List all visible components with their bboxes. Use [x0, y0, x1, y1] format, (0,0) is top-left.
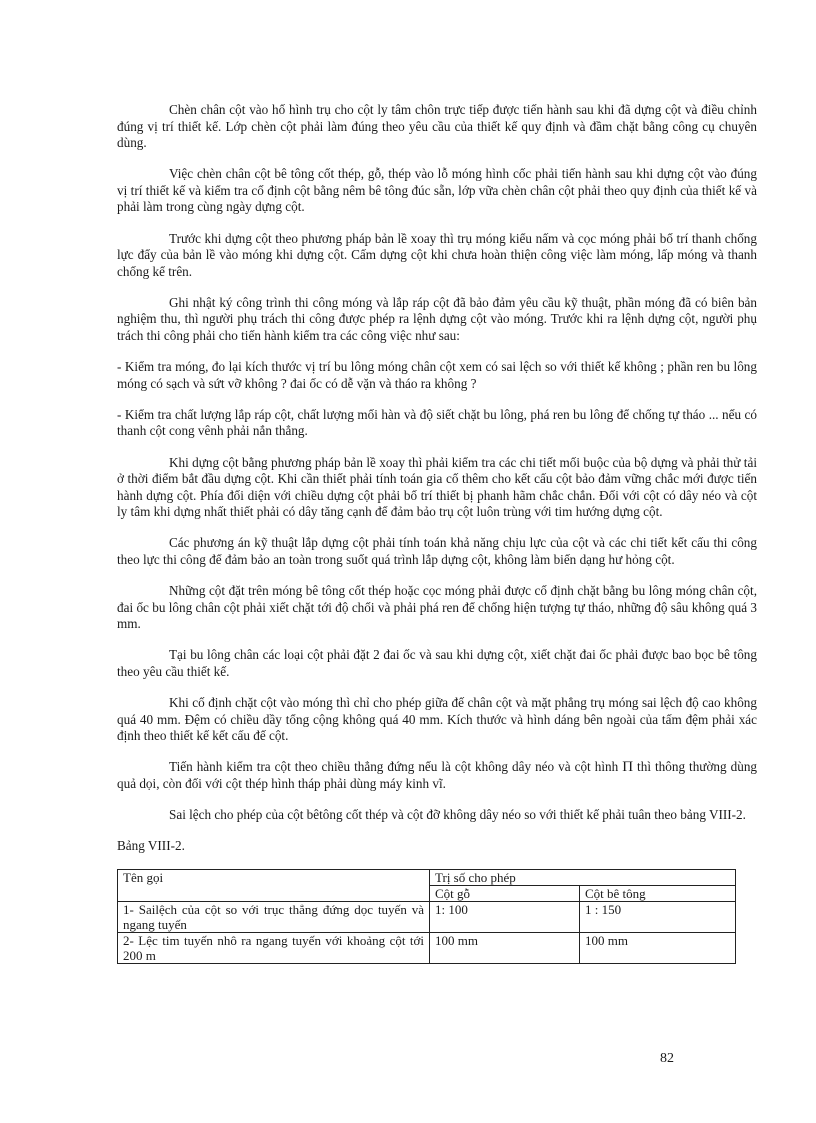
paragraph-11: Khi cố định chặt cột vào móng thì chỉ cho phép giữa đế chân cột và mặt phẳng trụ móng sai lệch độ cao không quá 40 mm. Đệm có chiều dầy tổng cộng không quá 40 mm. Kích thước và hình dáng bên ngoài của tấm đệm phải xác định theo thiết kế kết cấu đế cột. — [117, 695, 757, 744]
table-row — [118, 933, 736, 964]
paragraph-6: - Kiểm tra chất lượng lắp ráp cột, chất lượng mối hàn và độ siết chặt bu lông, phá ren bu lông để chống tự tháo ... nếu có thanh cột cong vênh phải nắn thẳng. — [117, 406, 757, 439]
paragraph-4: Ghi nhật ký công trình thi công móng và lắp ráp cột đã bảo đảm yêu cầu kỹ thuật, phần móng đã có biên bản nghiệm thu, thì người phụ trách thi công được phép ra lệnh dựng cột vào móng. Trước khi ra lệnh dựng cột, người phụ trách thi công phải cho tiến hành kiểm tra các công việc như sau: — [117, 294, 757, 344]
paragraph-10: Tại bu lông chân các loại cột phải đặt 2 đai ốc và sau khi dựng cột, xiết chặt đai ốc phải được bao bọc bê tông theo yêu cầu thiết kế. — [117, 647, 757, 679]
paragraph-12-start: Tiến hành kiểm tra cột theo chiều thẳng đứng nếu là cột không dây néo và cột hình — [169, 759, 623, 775]
paragraph-5: - Kiểm tra móng, đo lại kích thước vị trí bu lông móng chân cột xem có sai lệch so với thiết kế không ; phần ren bu lông móng có sạch và sứt vỡ không ? đai ốc có dễ vặn và tháo ra không ? — [117, 359, 757, 391]
paragraph-8: Các phương án kỹ thuật lắp dựng cột phải tính toán khả năng chịu lực của cột và các chi tiết kết cấu thi công theo lực thi công để đảm bảo an toàn trong suốt quá trình lắp dựng cột, không làm biến dạng hư hỏng cột. — [117, 535, 757, 567]
header-concrete: Cột bê tông — [580, 886, 736, 902]
table-caption: Bảng VIII-2. — [117, 838, 185, 854]
row-wood: 1: 100 — [430, 902, 580, 933]
paragraph-1: Chèn chân cột vào hố hình trụ cho cột ly tâm chôn trực tiếp được tiến hành sau khi đã dựng cột và điều chỉnh đúng vị trí thiết kế. Lớp chèn cột phải làm đúng theo yêu cầu của thiết kế quy định và đầm chặt bằng công cụ chuyên dùng. — [117, 102, 757, 151]
header-value: Trị số cho phép — [430, 870, 736, 886]
row-name: 2- Lệc tim tuyến nhô ra ngang tuyến với khoảng cột tới 200 m — [118, 933, 430, 964]
header-name: Tên gọi — [118, 870, 430, 902]
row-name: 1- Sailệch của cột so với trục thẳng đứng dọc tuyến và ngang tuyến — [118, 902, 430, 933]
table-header-row — [118, 870, 736, 886]
header-wood: Cột gỗ — [430, 886, 580, 902]
pi-symbol: Π — [622, 759, 634, 776]
paragraph-7: Khi dựng cột bằng phương pháp bản lề xoay thì phải kiểm tra các chi tiết mối buộc của bộ dựng và phải thử tải ở thời điểm bắt đầu dựng cột. Khi cần thiết phải tính toán gia cố thêm cho kết cấu cột bảo đảm vững chắc mới được tiến hành dựng cột. Phía đối diện với chiều dựng cột phải bố trí thiết bị phanh hãm chắc chắn. Đối với cột có dây néo và cột ly tâm khi dựng nhất thiết phải có dây tăng cạnh để đảm bảo trụ cột luôn trùng với tim hướng dựng cột. — [117, 454, 757, 520]
paragraph-13: Sai lệch cho phép của cột bêtông cốt thép và cột đỡ không dây néo so với thiết kế phải tuân theo bảng VIII-2. — [169, 807, 746, 822]
paragraph-12-end: thì thông thường dùng quả dọi, còn đối với cột thép hình tháp phải dùng máy kinh vĩ. — [117, 759, 758, 791]
table-row — [118, 902, 736, 933]
paragraph-12 — [117, 759, 757, 792]
body-text — [117, 102, 757, 964]
row-wood: 100 mm — [430, 933, 580, 964]
page-number: 82 — [660, 1051, 674, 1066]
row-concrete: 100 mm — [580, 933, 736, 964]
paragraph-9: Những cột đặt trên móng bê tông cốt thép hoặc cọc móng phải được cố định chặt bằng bu lông móng chân cột, đai ốc bu lông chân cột phải xiết chặt tới độ chối và phải phá ren để chống hiện tượng tự tháo, những độ sâu không quá 3 mm. — [117, 583, 757, 632]
row-concrete: 1 : 150 — [580, 902, 736, 933]
paragraph-2: Việc chèn chân cột bê tông cốt thép, gỗ, thép vào lỗ móng hình cốc phải tiến hành sau khi dựng cột vào đúng vị trí thiết kế và kiểm tra cố định cột bằng nêm bê tông đúc sẵn, lớp vữa chèn chân cột phải theo quy định của thiết kế và phải làm trong cùng ngày dựng cột. — [117, 166, 757, 215]
paragraph-3: Trước khi dựng cột theo phương pháp bản lề xoay thì trụ móng kiểu nấm và cọc móng phải bố trí thanh chống lực đẩy của bản lề vào móng khi dựng cột. Cấm dựng cột khi chưa hoàn thiện công việc làm móng, lấp móng và thanh chống kể trên. — [117, 230, 757, 279]
tolerance-table — [117, 869, 736, 964]
